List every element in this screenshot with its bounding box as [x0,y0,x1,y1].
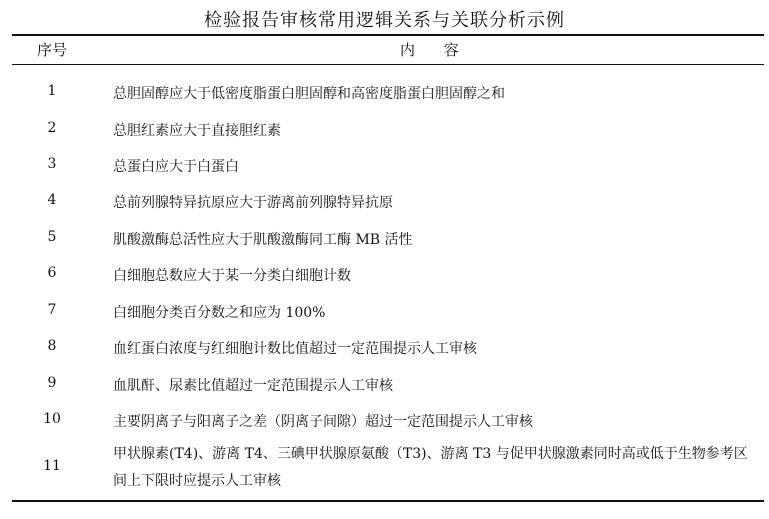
bottom-rule [12,500,764,502]
top-rule [12,34,764,36]
table-row [0,111,769,145]
row-content: 白细胞总数应大于某一分类白细胞计数 [113,268,351,284]
row-content: 血肌酐、尿素比值超过一定范围提示人工审核 [113,378,393,394]
row-content: 血红蛋白浓度与红细胞计数比值超过一定范围提示人工审核 [113,341,477,357]
header-rule [12,64,764,65]
row-number: 11 [43,458,61,474]
table-title: 检验报告审核常用逻辑关系与关联分析示例 [204,10,565,31]
row-number: 6 [47,265,57,281]
table-row [0,220,769,254]
row-number: 9 [47,375,57,391]
row-number: 7 [47,302,57,318]
row-number: 1 [47,83,57,99]
row-number: 5 [47,229,57,245]
row-number: 8 [47,338,57,354]
table-row [0,74,769,108]
table-row [0,183,769,217]
row-number: 2 [47,120,57,136]
table-row [0,366,769,400]
row-number: 3 [47,156,57,172]
row-number: 10 [43,411,61,427]
row-content: 总前列腺特异抗原应大于游离前列腺特异抗原 [113,195,393,211]
row-content: 甲状腺素(T4)、游离 T4、三碘甲状腺原氨酸（T3)、游离 T3 与促甲状腺激素同时高或低于生物参考区间上下限时应提示人工审核 [113,446,748,489]
row-content: 肌酸激酶总活性应大于肌酸激酶同工酶 MB 活性 [113,232,413,248]
row-content: 主要阴离子与阳离子之差（阴离子间隙）超过一定范围提示人工审核 [113,414,533,430]
header-no: 序号 [36,41,67,59]
table-row [0,440,769,496]
row-content: 总蛋白应大于白蛋白 [113,159,239,175]
table-row [0,256,769,290]
table-row [0,329,769,363]
table-row [0,293,769,327]
table-row [0,402,769,436]
row-content: 总胆固醇应大于低密度脂蛋白胆固醇和高密度脂蛋白胆固醇之和 [113,86,505,102]
table-row [0,147,769,181]
row-content: 白细胞分类百分数之和应为 100% [113,305,326,321]
header-content: 内 容 [400,41,459,59]
row-content: 总胆红素应大于直接胆红素 [113,123,281,139]
row-number: 4 [47,192,57,208]
